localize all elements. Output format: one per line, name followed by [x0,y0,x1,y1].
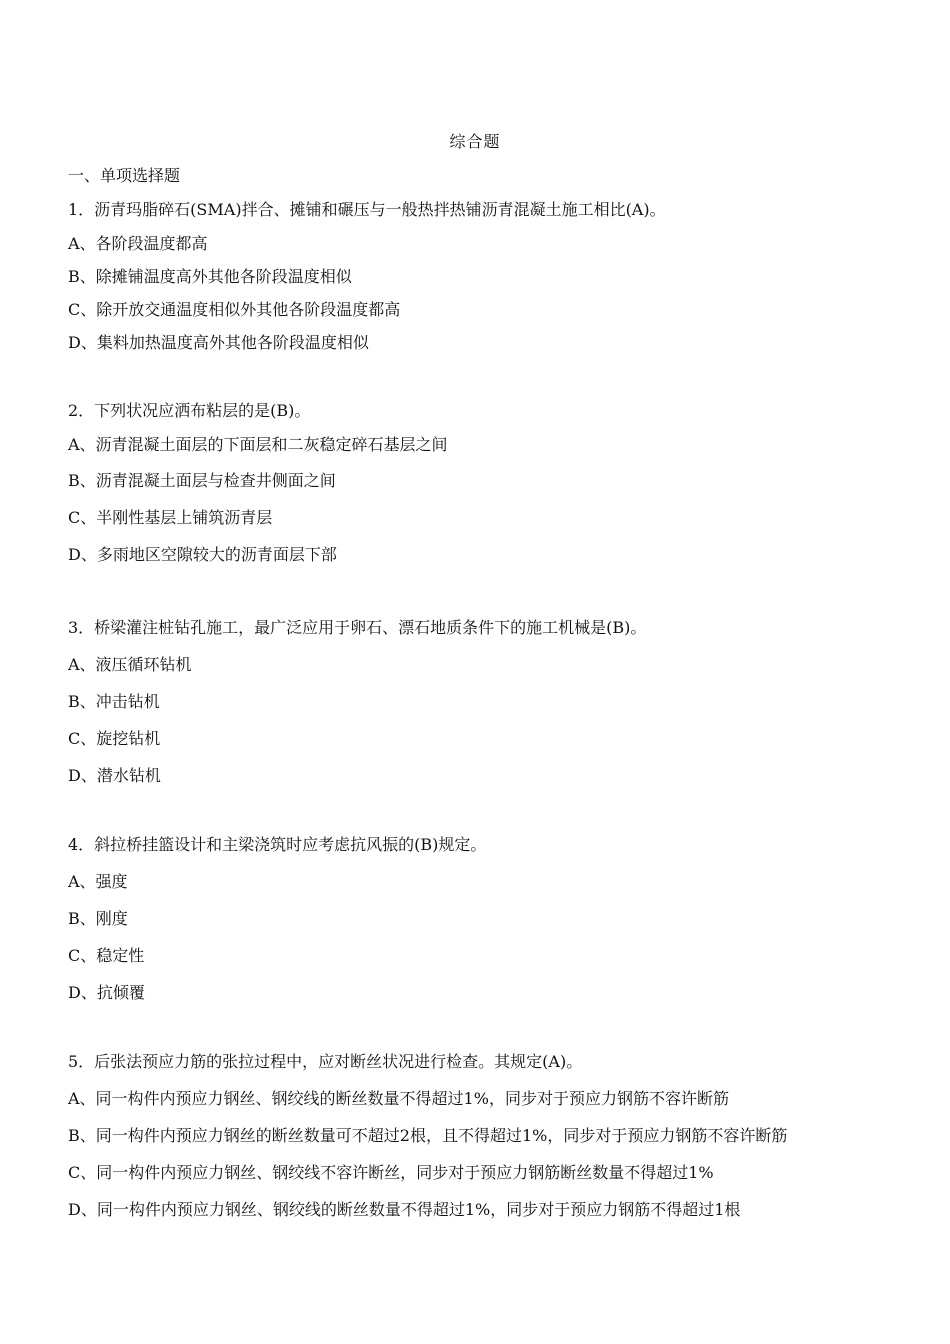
option-b: B、同一构件内预应力钢丝的断丝数量可不超过2根，且不得超过1%，同步对于预应力钢筋不容许断筋 [68,1126,788,1145]
option-c: C、除开放交通温度相似外其他各阶段温度都高 [68,300,401,319]
option-c: C、同一构件内预应力钢丝、钢绞线不容许断丝，同步对于预应力钢筋断丝数量不得超过1% [68,1163,714,1182]
question-4 [68,833,928,1015]
option-d: D、多雨地区空隙较大的沥青面层下部 [68,545,337,564]
question-stem: 5．后张法预应力筋的张拉过程中，应对断丝状况进行检查。其规定(A)。 [68,1052,583,1071]
question-1 [68,198,928,364]
option-c: C、稳定性 [68,946,145,965]
question-stem: 2．下列状况应洒布粘层的是(B)。 [68,401,311,420]
option-a: A、液压循环钻机 [68,655,192,674]
question-2 [68,399,928,577]
option-a: A、沥青混凝土面层的下面层和二灰稳定碎石基层之间 [68,435,448,454]
question-5 [68,1050,928,1232]
page-title: 综合题 [449,132,501,151]
option-a: A、同一构件内预应力钢丝、钢绞线的断丝数量不得超过1%，同步对于预应力钢筋不容许断筋 [68,1089,729,1108]
question-stem: 1．沥青玛脂碎石(SMA)拌合、摊铺和碾压与一般热拌热铺沥青混凝土施工相比(A)。 [68,200,666,219]
option-d: D、潜水钻机 [68,766,161,785]
option-a: A、强度 [68,872,128,891]
option-b: B、沥青混凝土面层与检查井侧面之间 [68,471,336,490]
question-stem: 3．桥梁灌注桩钻孔施工，最广泛应用于卵石、漂石地质条件下的施工机械是(B)。 [68,618,647,637]
question-3 [68,616,928,798]
option-d: D、同一构件内预应力钢丝、钢绞线的断丝数量不得超过1%，同步对于预应力钢筋不得超过1根 [68,1200,741,1219]
option-c: C、半刚性基层上铺筑沥青层 [68,508,273,527]
option-b: B、除摊铺温度高外其他各阶段温度相似 [68,267,352,286]
question-stem: 4．斜拉桥挂篮设计和主梁浇筑时应考虑抗风振的(B)规定。 [68,835,487,854]
option-d: D、抗倾覆 [68,983,145,1002]
option-d: D、集料加热温度高外其他各阶段温度相似 [68,333,369,352]
option-c: C、旋挖钻机 [68,729,161,748]
section-heading: 一、单项选择题 [68,166,181,185]
option-a: A、各阶段温度都高 [68,234,208,253]
option-b: B、刚度 [68,909,128,928]
option-b: B、冲击钻机 [68,692,160,711]
